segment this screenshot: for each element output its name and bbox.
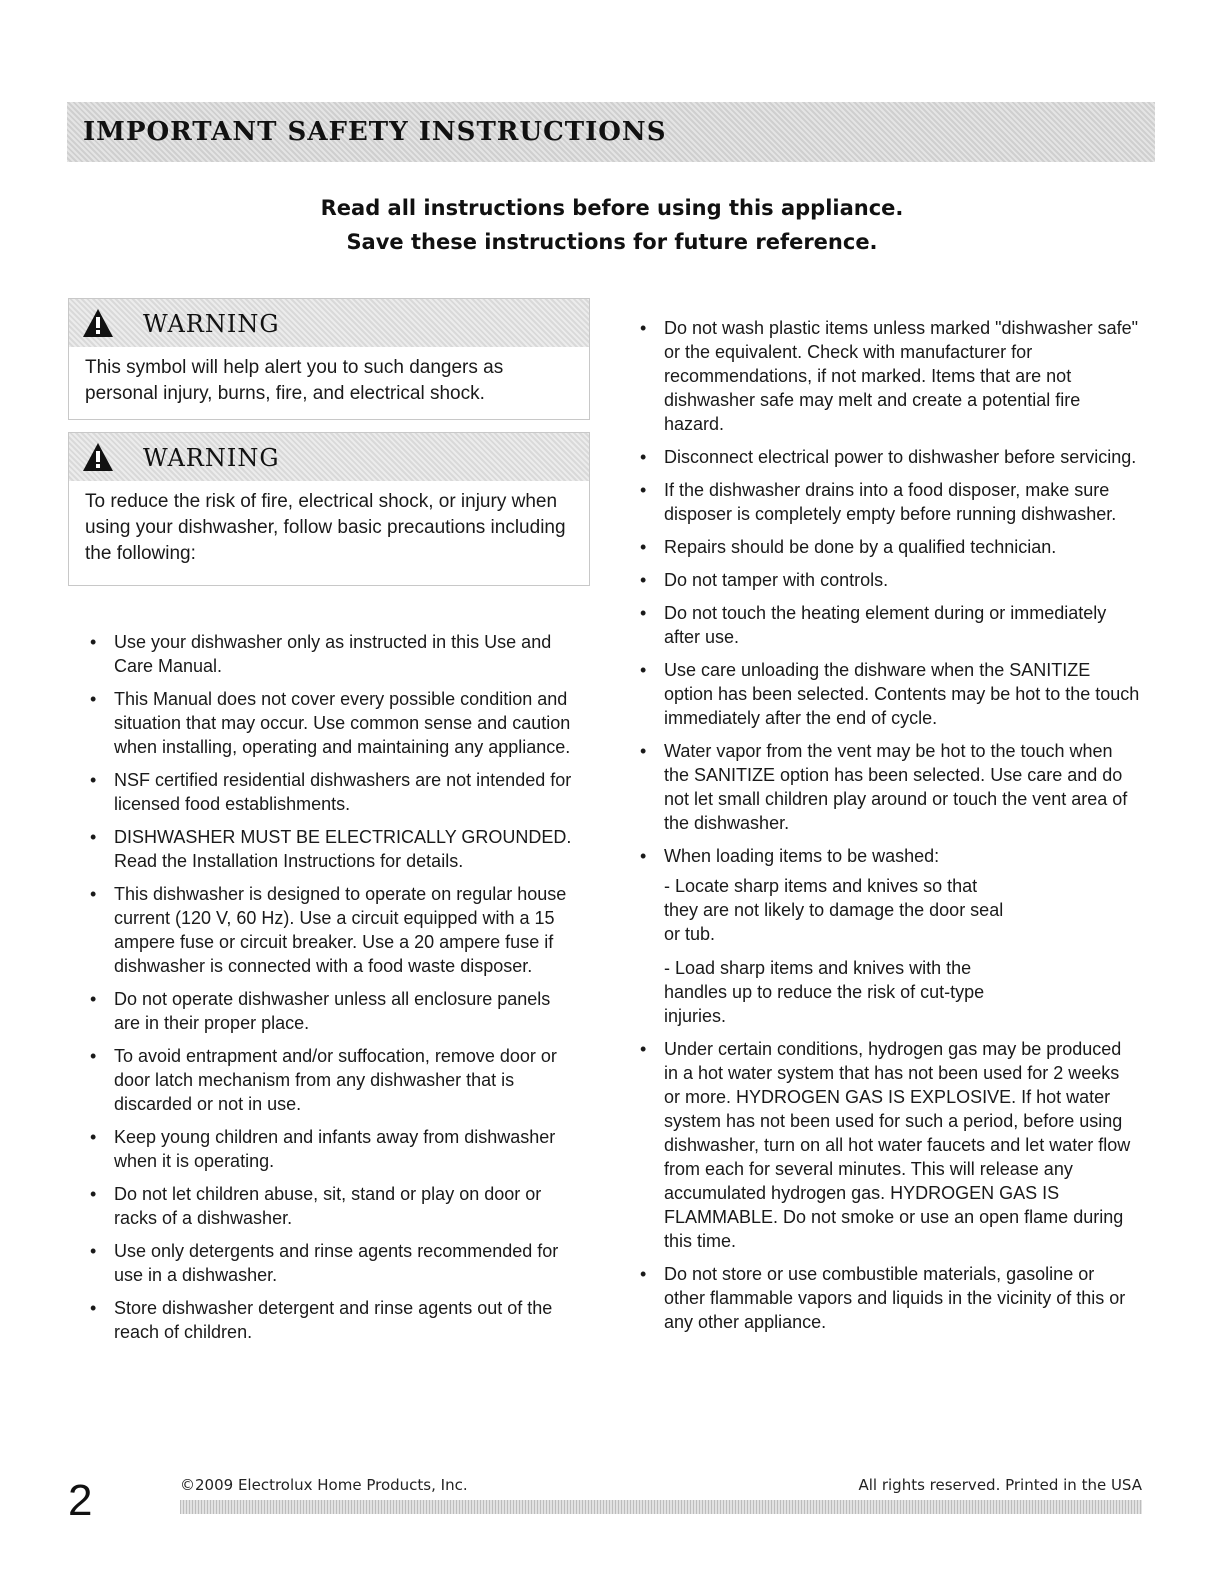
loading-subitem: - Load sharp items and knives with the handles up to reduce the risk of cut-type injuries. [664, 958, 985, 1026]
list-item: • Under certain conditions, hydrogen gas may be produced in a hot water system that has not been used for 2 weeks or more. HYDROGEN GAS IS EXPLOSIVE. If hot water system has not been used for such a period, before using dishwasher, turn on all hot water faucets and let water flow from each for several minutes. This will release any accumulated hydrogen gas. HYDROGEN GAS IS FLAMMABLE. Do not smoke or use an open flame during this time. [640, 1037, 1140, 1253]
list-item: • Do not store or use combustible materials, gasoline or other flammable vapors and liquids in the vicinity of this or any other appliance. [640, 1262, 1140, 1334]
list-item: • This dishwasher is designed to operate on regular house current (120 V, 60 Hz). Use a circuit equipped with a 15 ampere fuse or circuit breaker. Use a 20 ampere fuse if dishwasher is connected with a food waste disposer. [90, 882, 580, 978]
list-item-loading [640, 844, 1140, 1028]
footer-rule [180, 1500, 1142, 1514]
warning-label: WARNING [143, 310, 280, 338]
list-item: • Store dishwasher detergent and rinse agents out of the reach of children. [90, 1296, 580, 1344]
list-item: • DISHWASHER MUST BE ELECTRICALLY GROUNDED. Read the Installation Instructions for details. [90, 825, 580, 873]
list-item: • Repairs should be done by a qualified technician. [640, 535, 1140, 559]
list-item: • Do not let children abuse, sit, stand or play on door or racks of a dishwasher. [90, 1182, 580, 1230]
list-item: • Do not wash plastic items unless marked "dishwasher safe" or the equivalent. Check with manufacturer for recommendations, if not marked. Items that are not dishwasher safe may melt and create a potential fire hazard. [640, 316, 1140, 436]
warning-header [69, 299, 589, 347]
list-item: • This Manual does not cover every possible condition and situation that may occur. Use common sense and caution when installing, operating and maintaining any appliance. [90, 687, 580, 759]
warning-box-symbol [68, 298, 590, 420]
warning-text: This symbol will help alert you to such dangers as personal injury, burns, fire, and electrical shock. [85, 357, 504, 404]
list-item: • Use your dishwasher only as instructed in this Use and Care Manual. [90, 630, 580, 678]
list-item: • Use only detergents and rinse agents recommended for use in a dishwasher. [90, 1239, 580, 1287]
warning-triangle-icon [81, 441, 115, 473]
page-number: 2 [68, 1476, 93, 1525]
list-item: • Do not operate dishwasher unless all enclosure panels are in their proper place. [90, 987, 580, 1035]
page-title: IMPORTANT SAFETY INSTRUCTIONS [83, 117, 667, 147]
list-item: • To avoid entrapment and/or suffocation, remove door or door latch mechanism from any dishwasher that is discarded or not in use. [90, 1044, 580, 1116]
subheading-save: Save these instructions for future reference. [346, 230, 878, 254]
warning-header [69, 433, 589, 481]
loading-intro: • When loading items to be washed: [664, 846, 940, 866]
list-item: • Do not touch the heating element during or immediately after use. [640, 601, 1140, 649]
footer-rights: All rights reserved. Printed in the USA [858, 1476, 1142, 1494]
list-item: • Do not tamper with controls. [640, 568, 1140, 592]
list-item: • Use care unloading the dishware when the SANITIZE option has been selected. Contents may be hot to the touch immediately after the end of cycle. [640, 658, 1140, 730]
list-item: • Water vapor from the vent may be hot to the touch when the SANITIZE option has been selected. Use care and do not let small children play around or touch the vent area of the dishwasher. [640, 739, 1140, 835]
list-item: • NSF certified residential dishwashers are not intended for licensed food establishments. [90, 768, 580, 816]
warning-box-precautions [68, 432, 590, 586]
warning-text: To reduce the risk of fire, electrical shock, or injury when using your dishwasher, follow basic precautions including the following: [85, 491, 566, 564]
title-banner [67, 102, 1155, 162]
left-instruction-list [90, 630, 580, 1353]
list-item: • Disconnect electrical power to dishwasher before servicing. [640, 445, 1140, 469]
list-item: • If the dishwasher drains into a food disposer, make sure disposer is completely empty before running dishwasher. [640, 478, 1140, 526]
footer-copyright: ©2009 Electrolux Home Products, Inc. [180, 1476, 468, 1494]
warning-label: WARNING [143, 444, 280, 472]
subheading-read: Read all instructions before using this appliance. [320, 196, 904, 220]
loading-subitem: - Locate sharp items and knives so that they are not likely to damage the door seal or tub. [664, 876, 1004, 944]
right-instruction-list [640, 316, 1140, 1343]
warning-triangle-icon [81, 307, 115, 339]
list-item: • Keep young children and infants away from dishwasher when it is operating. [90, 1125, 580, 1173]
